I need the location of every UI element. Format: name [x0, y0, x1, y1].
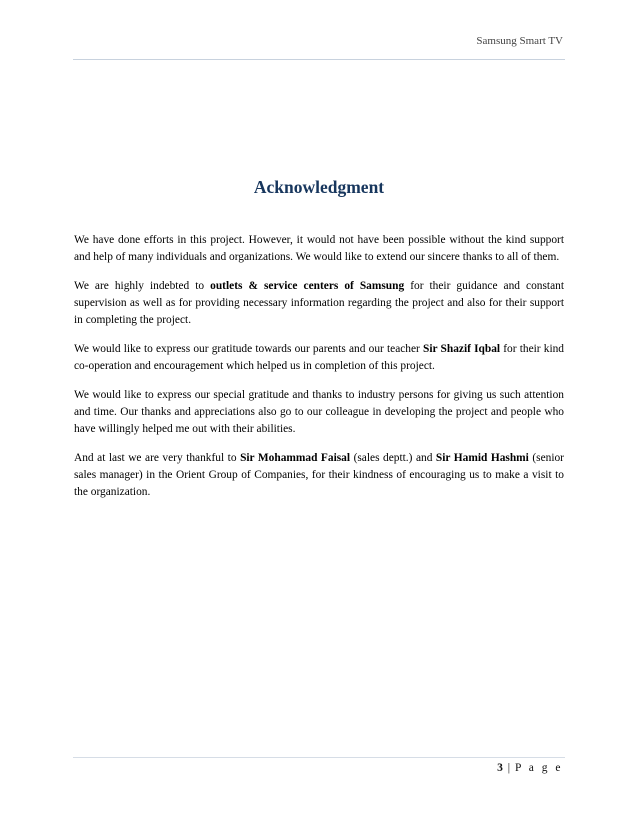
paragraph-5-emphasis-2: Sir Hamid Hashmi — [435, 452, 529, 464]
paragraph-5-text-a: And at last we are very thankful to — [74, 452, 241, 464]
document-body — [74, 232, 564, 513]
paragraph-5 — [74, 450, 564, 501]
page-title: Acknowledgment — [253, 177, 385, 197]
paragraph-5-text-e: (senior sales manager) in the Orient Group of Companies, for their kindness of encouraging us to make a visit to the organization. — [74, 452, 564, 498]
paragraph-2-emphasis: outlets & service centers of Samsung — [210, 280, 405, 292]
header-divider — [73, 59, 565, 60]
page-separator: | — [507, 762, 511, 774]
paragraph-5-emphasis-1: Sir Mohammad Faisal — [240, 452, 351, 464]
footer-divider — [73, 757, 565, 758]
paragraph-1 — [74, 232, 564, 266]
paragraph-4 — [74, 387, 564, 438]
paragraph-2 — [74, 278, 564, 329]
paragraph-4-text: We would like to express our special gratitude and thanks to industry persons for giving us such attention and time. Our thanks and appreciations also go to our colleague in developing the project and people who have willingly helped me out with their abilities. — [74, 389, 564, 435]
page-label: P a g e — [514, 762, 563, 774]
paragraph-3-text-a: We would like to express our gratitude towards our parents and our teacher — [74, 343, 424, 355]
page-footer — [73, 762, 563, 774]
paragraph-2-text-c: for their guidance and constant supervision as well as for providing necessary information regarding the project and also for their support in completing the project. — [74, 280, 564, 326]
running-header: Samsung Smart TV — [476, 35, 563, 47]
paragraph-2-text-a: We are highly indebted to — [74, 280, 211, 292]
paragraph-1-text: We have done efforts in this project. However, it would not have been possible without the kind support and help of many individuals and organizations. We would like to extend our sincere thanks to all of them. — [74, 234, 564, 263]
paragraph-3-emphasis: Sir Shazif Iqbal — [423, 343, 501, 355]
paragraph-3-text-c: for their kind co-operation and encouragement which helped us in completion of this project. — [74, 343, 565, 372]
paragraph-5-text-c: (sales deptt.) and — [350, 452, 436, 464]
paragraph-3 — [74, 341, 564, 375]
page-number: 3 — [497, 762, 503, 774]
